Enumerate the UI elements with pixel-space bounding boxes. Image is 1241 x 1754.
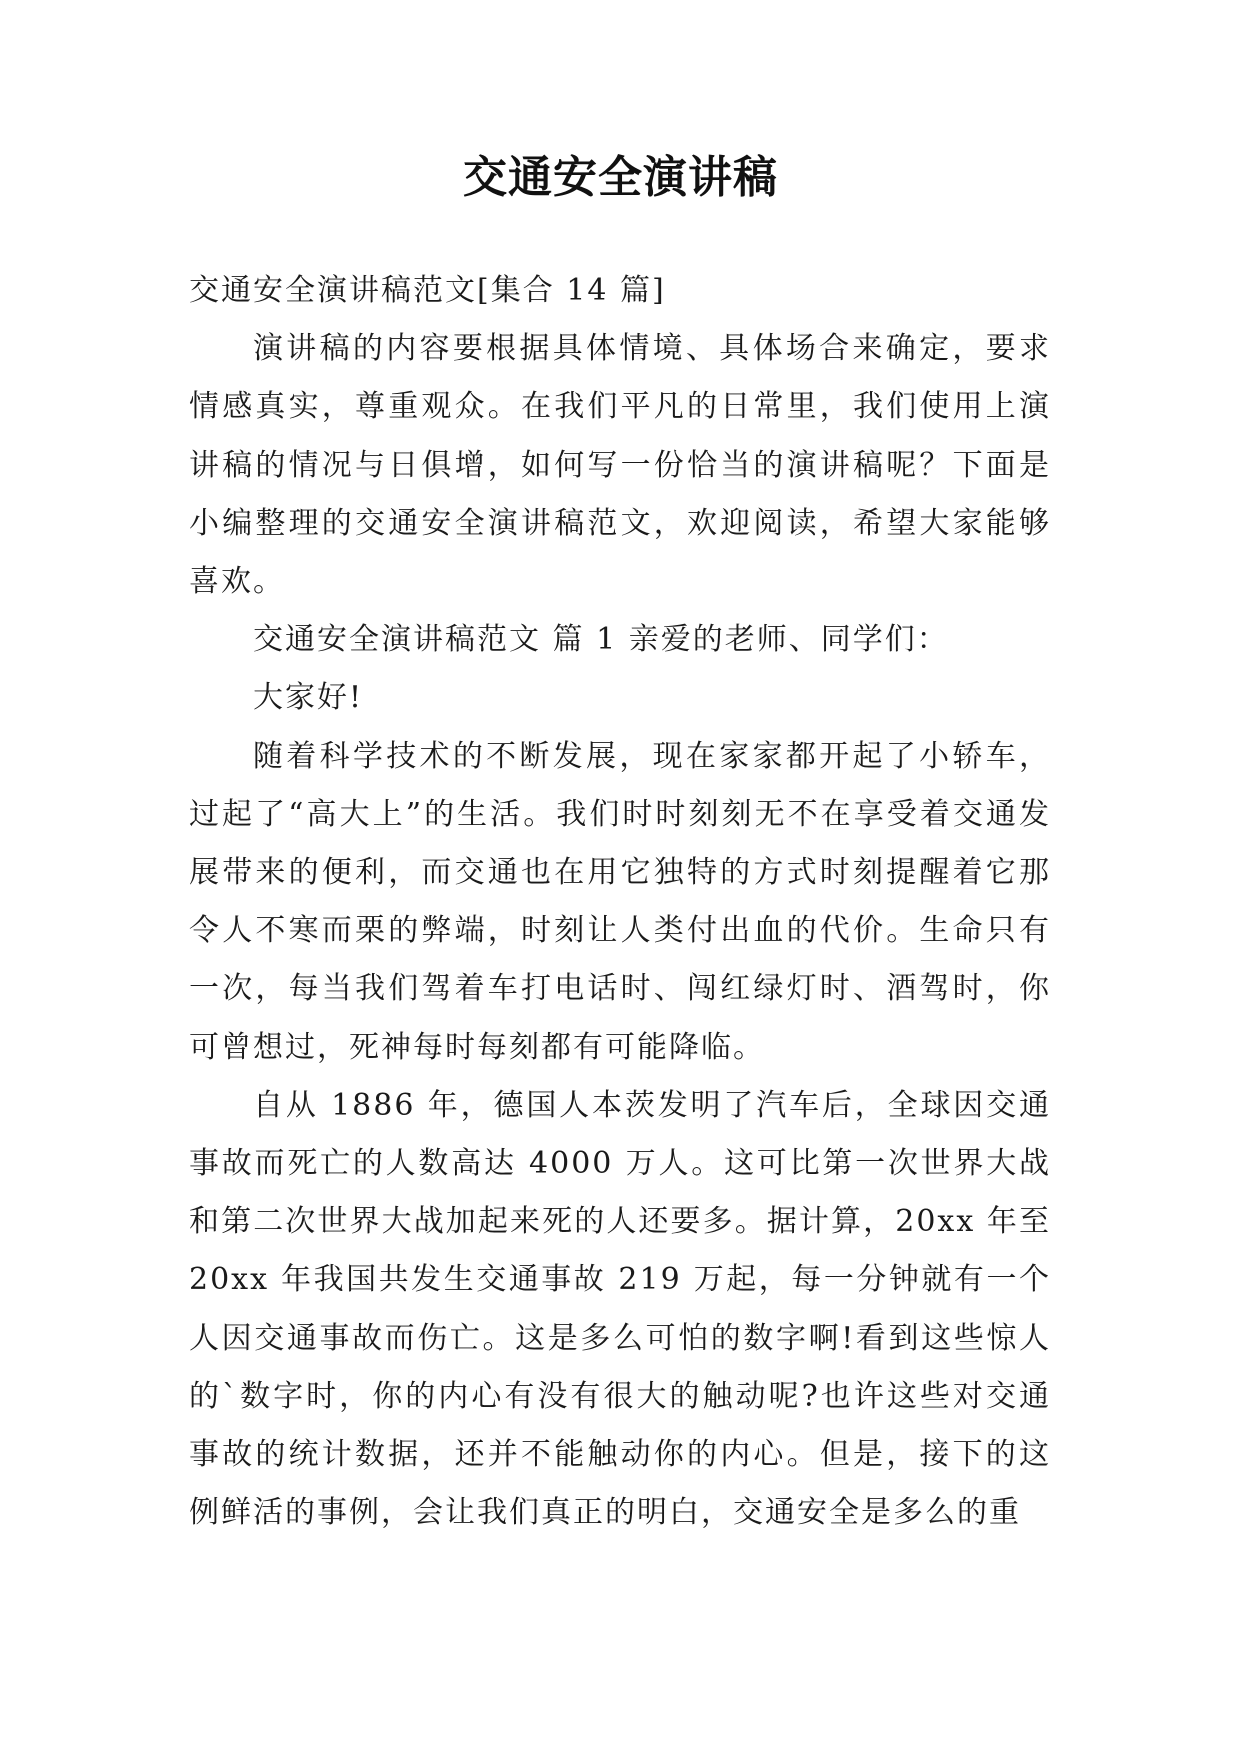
document-subtitle: 交通安全演讲稿范文[集合 14 篇] — [189, 273, 666, 308]
intro-paragraph: 演讲稿的内容要根据具体情境、具体场合来确定，要求情感真实，尊重观众。在我们平凡的日常里，我们使用上演讲稿的情况与日俱增，如何写一份恰当的演讲稿呢？下面是小编整理的交通安全演讲稿范文，欢迎阅读，希望大家能够喜欢。 — [189, 331, 1051, 600]
document-body — [189, 262, 1051, 1542]
greeting-paragraph: 大家好! — [253, 680, 364, 716]
body-paragraph-technology: 随着科学技术的不断发展，现在家家都开起了小轿车，过起了“高大上”的生活。我们时时刻刻无不在享受着交通发展带来的便利，而交通也在用它独特的方式时刻提醒着它那令人不寒而栗的弊端，时刻让人类付出血的代价。生命只有一次，每当我们驾着车打电话时、闯红绿灯时、酒驾时，你可曾想过，死神每时每刻都有可能降临。 — [189, 738, 1051, 1065]
document-title: 交通安全演讲稿 — [463, 152, 778, 203]
section-heading-paragraph: 交通安全演讲稿范文 篇 1 亲爱的老师、同学们： — [253, 622, 949, 658]
body-paragraph-statistics: 自从 1886 年，德国人本茨发明了汽车后，全球因交通事故而死亡的人数高达 4000 万人。这可比第一次世界大战和第二次世界大战加起来死的人还要多。据计算，20xx 年至 20xx 年我国共发生交通事故 219 万起，每一分钟就有一个人因交通事故而伤亡。这是多么可怕的数字啊!看到这些惊人的`数字时，你的内心有没有很大的触动呢?也许这些对交通事故的统计数据，还并不能触动你的内心。但是，接下的这例鲜活的事例，会让我们真正的明白，交通安全是多么的重 — [189, 1087, 1051, 1531]
